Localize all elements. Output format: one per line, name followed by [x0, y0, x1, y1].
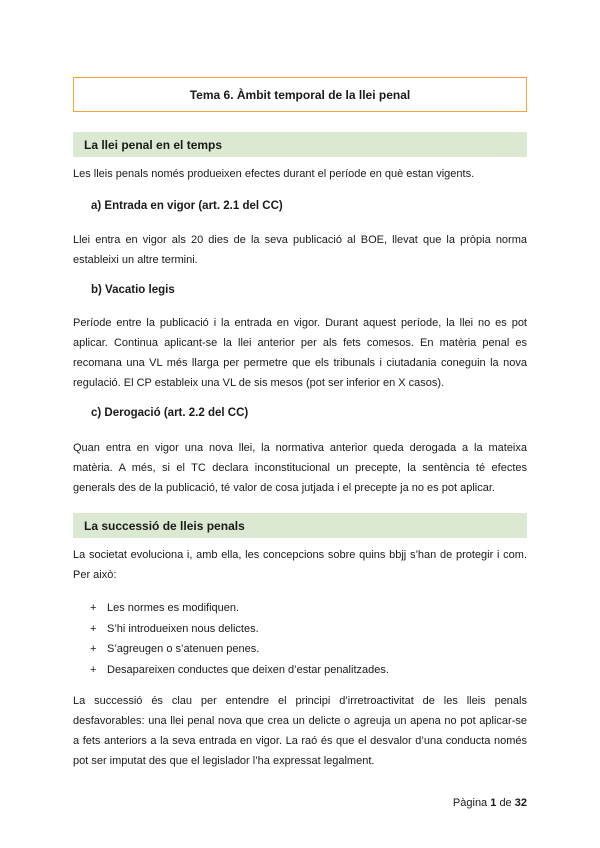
paragraph-line: generals des de la publicació, té valor de cosa jutjada i el precepte ja no es pot aplicar.	[73, 482, 495, 494]
list-item	[90, 598, 510, 619]
page-total: 32	[514, 797, 527, 809]
plus-bullet-icon: +	[90, 622, 97, 635]
paragraph-line: Llei entra en vigor als 20 dies de la seva publicació al BOE, llevat que la pròpia norma	[73, 234, 527, 246]
document-title-box	[73, 77, 527, 112]
paragraph-line: a fets anteriors a la seva entrada en vigor. La raó és que el desvalor d’una conducta només	[73, 735, 527, 747]
list-item-text: Desapareixen conductes que deixen d’estar penalitzades.	[107, 663, 389, 676]
paragraph-line: La societat evoluciona i, amb ella, les concepcions sobre quins bbjj s’han de protegir i com.	[73, 549, 527, 561]
subheading-entrada-vigor: a) Entrada en vigor (art. 2.1 del CC)	[91, 200, 283, 212]
document-title: Tema 6. Àmbit temporal de la llei penal	[189, 87, 411, 102]
paragraph-line: La successió és clau per entendre el principi d’irretroactivitat de les lleis penals	[73, 695, 527, 707]
paragraph-line: estableixi un altre termini.	[73, 254, 198, 266]
plus-bullet-icon: +	[90, 602, 97, 615]
paragraph-line: recomana una VL més llarga per permetre que els tribunals i ciutadania coneguin la nova	[73, 357, 527, 369]
paragraph-derogacio	[73, 438, 527, 498]
subheading-derogacio: c) Derogació (art. 2.2 del CC)	[91, 407, 249, 419]
paragraph-vacatio-legis	[73, 313, 527, 393]
list-item-text: Les normes es modifiquen.	[107, 602, 240, 615]
page-label: Pàgina	[452, 797, 488, 809]
paragraph-successio-closing	[73, 691, 527, 771]
section-heading-successio	[73, 513, 527, 538]
paragraph-line: Les lleis penals només produeixen efectes durant el període en què estan vigents.	[73, 168, 475, 180]
paragraph-intro	[73, 164, 527, 184]
page-number	[453, 797, 527, 809]
subheading-vacatio-legis: b) Vacatio legis	[91, 284, 175, 296]
section-heading-llei-penal-temps	[73, 132, 527, 157]
section-heading-text: La successió de lleis penals	[84, 518, 245, 533]
paragraph-line: Per això:	[73, 569, 117, 581]
paragraph-line: matèria. A més, si el TC declara inconstitucional un precepte, la sentència té efectes	[73, 462, 527, 474]
paragraph-line: Període entre la publicació i la entrada en vigor. Durant aquest període, la llei no es pot	[73, 317, 527, 329]
list-item	[90, 639, 510, 660]
page-of: de	[499, 797, 512, 809]
paragraph-successio-intro	[73, 545, 527, 585]
page-current: 1	[490, 797, 497, 809]
paragraph-line: regulació. El CP estableix una VL de sis mesos (pot ser inferior en X casos).	[73, 377, 445, 389]
bullet-list	[90, 598, 510, 680]
paragraph-line: aplicar. Continua aplicant-se la llei anterior per als fets comesos. En matèria penal es	[73, 337, 527, 349]
list-item-text: S’hi introdueixen nous delictes.	[107, 622, 259, 635]
list-item	[90, 660, 510, 681]
paragraph-line: pot ser imputat des que el legislador l’ha expressat legalment.	[73, 755, 375, 767]
paragraph-entrada-vigor	[73, 230, 527, 270]
list-item	[90, 619, 510, 640]
list-item-text: S’agreugen o s’atenuen penes.	[107, 643, 260, 656]
paragraph-line: Quan entra en vigor una nova llei, la normativa anterior queda derogada a la mateixa	[73, 442, 527, 454]
section-heading-text: La llei penal en el temps	[84, 137, 223, 152]
plus-bullet-icon: +	[90, 663, 97, 676]
plus-bullet-icon: +	[90, 643, 97, 656]
paragraph-line: desfavorables: una llei penal nova que crea un delicte o agreuja un apena no pot aplicar-se	[73, 715, 527, 727]
